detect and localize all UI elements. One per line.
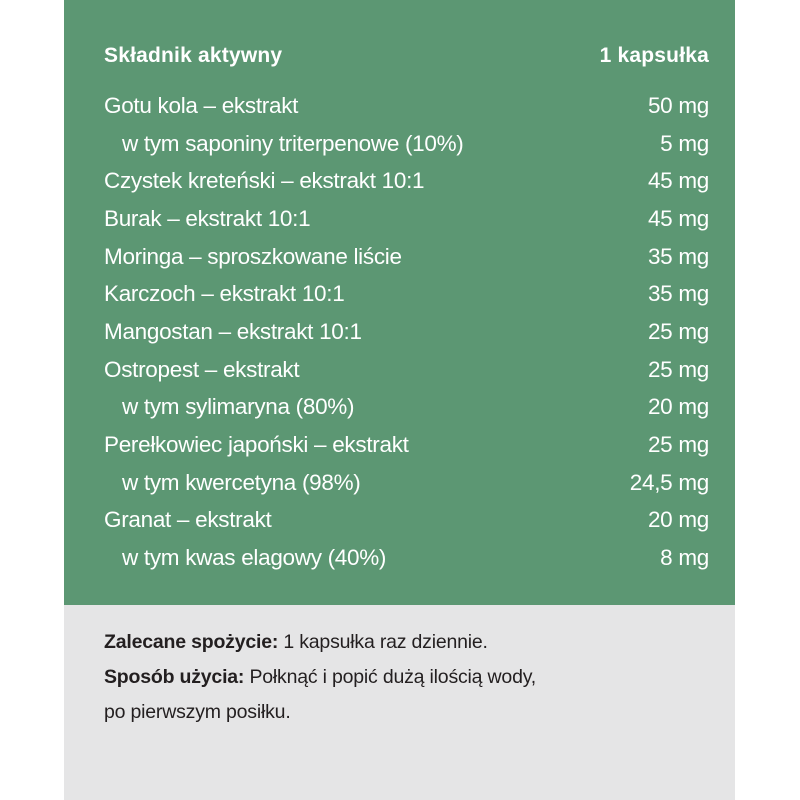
ingredient-dose: 45 mg [647,168,709,194]
ingredient-name: Burak – ekstrakt 10:1 [104,205,311,231]
ingredient-dose: 50 mg [647,92,709,118]
ingredient-dose: 5 mg [660,130,709,156]
ingredient-name: Karczoch – ekstrakt 10:1 [104,281,345,307]
ingredient-name: Czystek kreteński – ekstrakt 10:1 [104,168,425,194]
ingredient-dose: 25 mg [647,432,709,458]
table-row [104,125,709,163]
table-row [104,87,709,125]
method-of-use-continuation: po pierwszym posiłku. [104,701,291,723]
ingredient-dose: 8 mg [660,545,709,571]
supplement-facts-panel [64,0,735,800]
table-row [104,313,709,351]
ingredient-name: Gotu kola – ekstrakt [104,92,299,118]
ingredient-column-header: Składnik aktywny [104,44,283,67]
table-row [104,162,709,200]
table-row [104,275,709,313]
table-row [104,464,709,502]
ingredient-name: w tym sylimaryna (80%) [122,394,355,420]
method-of-use-label: Sposób użycia: [104,666,245,688]
method-of-use-line [104,660,715,695]
ingredient-dose: 25 mg [647,318,709,344]
ingredient-name: Perełkowiec japoński – ekstrakt [104,432,409,458]
table-row [104,426,709,464]
table-row [104,389,709,427]
ingredient-name: w tym saponiny triterpenowe (10%) [122,130,464,156]
ingredient-dose: 20 mg [647,394,709,420]
ingredients-table [64,0,735,605]
ingredient-name: Ostropest – ekstrakt [104,356,300,382]
ingredient-rows [104,87,709,577]
table-row [104,351,709,389]
ingredient-name: w tym kwercetyna (98%) [122,469,361,495]
ingredient-dose: 35 mg [647,281,709,307]
table-header [104,40,709,72]
dose-column-header: 1 kapsułka [599,44,709,67]
recommended-intake-line [104,625,715,660]
ingredient-name: Mangostan – ekstrakt 10:1 [104,318,362,344]
ingredient-name: Moringa – sproszkowane liście [104,243,402,269]
method-of-use-text: Połknąć i popić dużą ilością wody, [244,666,537,688]
ingredient-dose: 25 mg [647,356,709,382]
ingredient-dose: 24,5 mg [629,469,709,495]
table-row [104,502,709,540]
ingredient-name: Granat – ekstrakt [104,507,272,533]
ingredient-dose: 45 mg [647,205,709,231]
usage-text [104,625,715,730]
ingredient-name: w tym kwas elagowy (40%) [122,545,387,571]
table-row [104,539,709,577]
recommended-intake-label: Zalecane spożycie: [104,631,279,653]
table-row [104,200,709,238]
table-row [104,238,709,276]
ingredient-dose: 35 mg [647,243,709,269]
ingredient-dose: 20 mg [647,507,709,533]
usage-instructions [64,605,735,800]
recommended-intake-text: 1 kapsułka raz dziennie. [278,631,488,653]
